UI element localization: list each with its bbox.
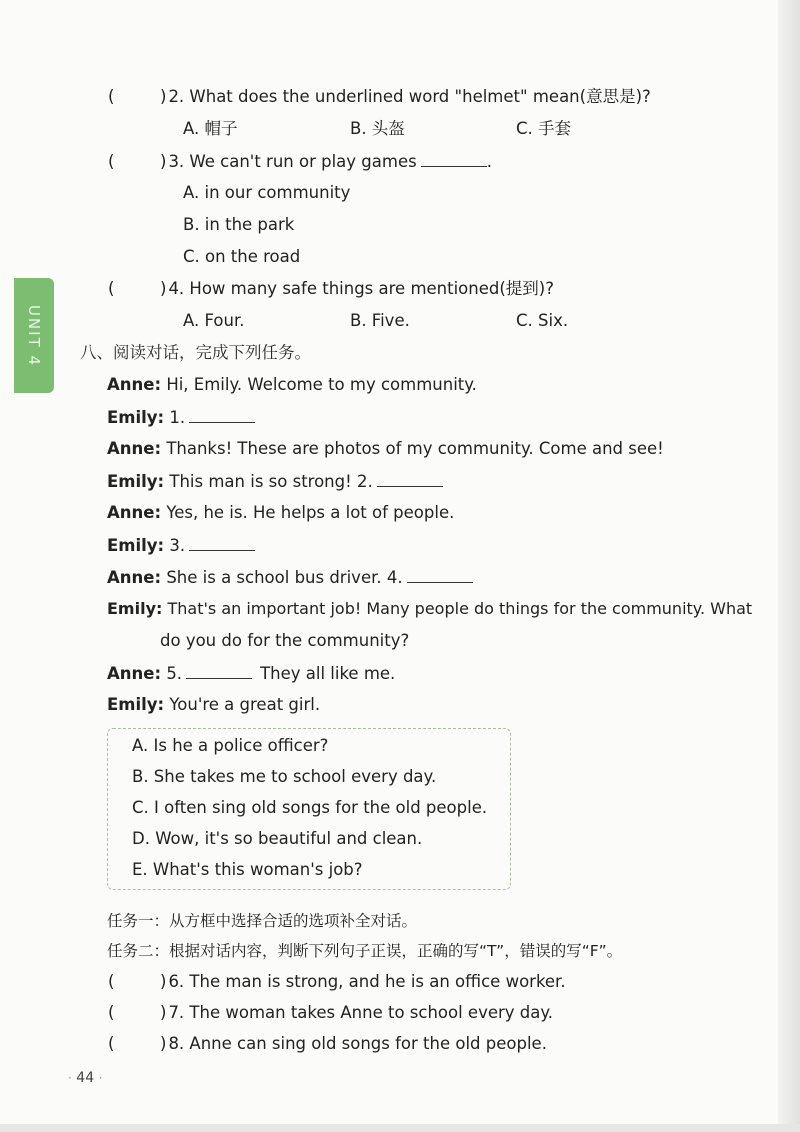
answer-blank-5[interactable] [186, 662, 252, 679]
speaker-label: Emily: [107, 599, 163, 618]
answer-paren-open[interactable]: ( [108, 972, 115, 991]
dialogue-text: This man is so strong! 2. [169, 472, 373, 491]
question-text: 8. Anne can sing old songs for the old people. [168, 1034, 547, 1053]
box-option-e: E. What's this woman's job? [132, 860, 363, 879]
options-box [107, 728, 511, 890]
answer-paren-close: ) [160, 1034, 167, 1053]
answer-blank-1[interactable] [189, 406, 255, 423]
speaker-label: Anne: [107, 375, 162, 394]
page-dot-left: · [68, 1071, 72, 1085]
question-7 [108, 1002, 553, 1024]
dialogue-text: She is a school bus driver. 4. [166, 568, 403, 587]
question-text: 3. We can't run or play games [168, 152, 417, 171]
answer-paren-open[interactable]: ( [108, 152, 115, 171]
speaker-label: Anne: [107, 503, 162, 522]
dialogue-line [107, 694, 320, 716]
answer-blank-4[interactable] [407, 566, 473, 583]
option-a: A. 帽子 [183, 119, 238, 138]
dialogue-line [107, 502, 454, 524]
page-edge-shadow [778, 0, 800, 1132]
task-2-instruction: 任务二：根据对话内容，判断下列句子正误，正确的写“T”，错误的写“F”。 [107, 942, 623, 960]
dialogue-line [107, 534, 255, 557]
speaker-label: Anne: [107, 439, 162, 458]
question-text-end: . [486, 152, 492, 171]
answer-paren-close: ) [160, 1003, 167, 1022]
dialogue-text: You're a great girl. [169, 695, 321, 714]
answer-paren-close: ) [160, 152, 167, 171]
section-title: 八、阅读对话，完成下列任务。 [80, 343, 311, 362]
option-c: C. Six. [516, 311, 569, 330]
dialogue-text: Yes, he is. He helps a lot of people. [166, 503, 455, 522]
dialogue-line [107, 598, 752, 620]
answer-paren-close: ) [160, 972, 167, 991]
question-6 [108, 971, 566, 993]
box-option-d: D. Wow, it's so beautiful and clean. [132, 829, 423, 848]
dialogue-line [107, 438, 664, 460]
question-4 [108, 278, 554, 300]
speaker-label: Emily: [107, 695, 165, 714]
speaker-label: Anne: [107, 664, 162, 683]
speaker-label: Emily: [107, 408, 165, 427]
speaker-label: Anne: [107, 568, 162, 587]
answer-paren-close: ) [160, 87, 167, 106]
option-a: A. in our community [183, 183, 351, 202]
dialogue-line [107, 374, 477, 396]
speaker-label: Emily: [107, 472, 165, 491]
question-3 [108, 150, 492, 173]
dialogue-line [107, 662, 395, 685]
dialogue-text: 5. [166, 664, 183, 683]
speaker-label: Emily: [107, 536, 165, 555]
dialogue-text: Hi, Emily. Welcome to my community. [166, 375, 477, 394]
dialogue-line [107, 566, 473, 589]
page-dot-right: · [98, 1071, 103, 1085]
dialogue-text-end: They all like me. [260, 664, 396, 683]
option-b: B. 头盔 [350, 119, 405, 138]
answer-paren-open[interactable]: ( [108, 87, 115, 106]
box-option-c: C. I often sing old songs for the old people. [132, 798, 488, 817]
page-number-text: 44 [76, 1070, 95, 1086]
question-8 [108, 1033, 547, 1055]
box-option-a: A. Is he a police officer? [132, 736, 329, 755]
dialogue-line [107, 470, 443, 493]
dialogue-continuation: do you do for the community? [160, 631, 410, 650]
question-text: 2. What does the underlined word "helmet" mean(意思是)? [168, 87, 651, 106]
box-option-b: B. She takes me to school every day. [132, 767, 437, 786]
answer-paren-close: ) [160, 279, 167, 298]
question-text: 7. The woman takes Anne to school every day. [168, 1003, 554, 1022]
option-b: B. in the park [183, 215, 295, 234]
answer-blank-2[interactable] [377, 470, 443, 487]
dialogue-text: 3. [169, 536, 186, 555]
option-b: B. Five. [350, 311, 410, 330]
answer-blank[interactable] [421, 150, 487, 167]
answer-paren-open[interactable]: ( [108, 1003, 115, 1022]
dialogue-text: Thanks! These are photos of my community. Come and see! [166, 439, 664, 458]
option-c: C. on the road [183, 247, 301, 266]
answer-paren-open[interactable]: ( [108, 1034, 115, 1053]
dialogue-text: That's an important job! Many people do things for the community. What [167, 599, 753, 618]
unit-tab [14, 278, 54, 393]
dialogue-line [107, 406, 255, 429]
task-1-instruction: 任务一：从方框中选择合适的选项补全对话。 [107, 912, 418, 930]
question-2 [108, 86, 651, 108]
question-text: 4. How many safe things are mentioned(提到)? [168, 279, 554, 298]
unit-tab-label: UNIT 4 [25, 304, 43, 367]
answer-paren-open[interactable]: ( [108, 279, 115, 298]
question-text: 6. The man is strong, and he is an office worker. [168, 972, 566, 991]
page-number [68, 1070, 102, 1086]
option-c: C. 手套 [516, 119, 572, 138]
option-a: A. Four. [183, 311, 245, 330]
dialogue-text: 1. [169, 408, 186, 427]
page-bottom-edge [0, 1124, 800, 1132]
answer-blank-3[interactable] [189, 534, 255, 551]
